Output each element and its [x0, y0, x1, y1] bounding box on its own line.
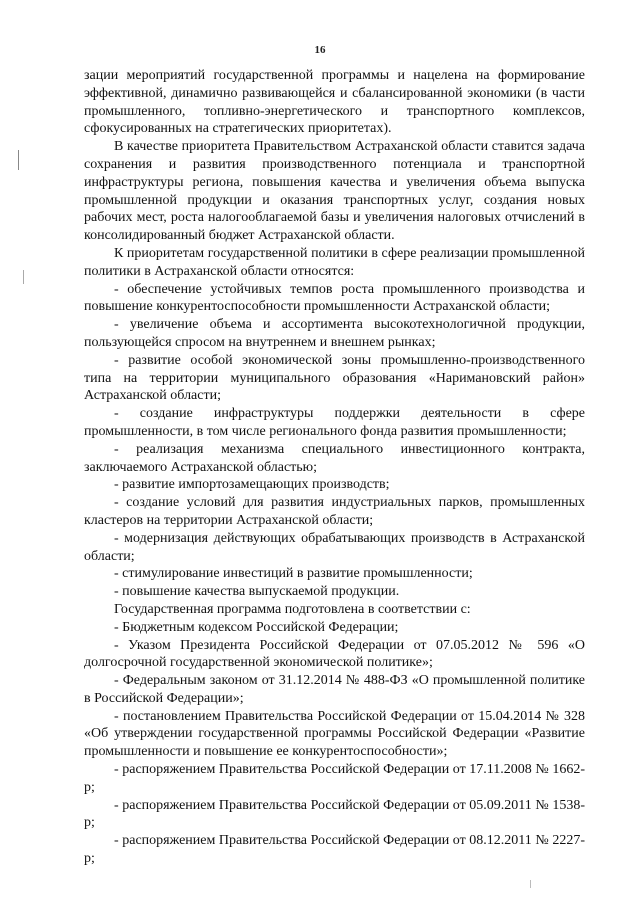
list-item: - Указом Президента Российской Федерации от 07.05.2012 № 596 «О долгосрочной государственной экономической политике»; — [84, 637, 585, 671]
scan-artifact — [530, 880, 531, 888]
list-item: - создание условий для развития индустриальных парков, промышленных кластеров на территории Астраханской области; — [84, 495, 585, 528]
paragraph-priorities-intro: К приоритетам государственной политики в сфере реализации промышленной политики в Астраханской области относятся: — [84, 245, 585, 279]
paragraph-continuation: зации мероприятий государственной программы и нацелена на формирование эффективной, динамично развивающейся и сбалансированной экономики (в части промышленного, топливно-энергетического и транспортного комплексов, сфокусированных на стратегических приоритетах). — [84, 68, 585, 137]
list-item: - создание инфраструктуры поддержки деятельности в сфере промышленности, в том числе регионального фонда развития промышленности; — [84, 406, 585, 439]
paragraph-basis-intro: Государственная программа подготовлена в соответствии с: — [114, 601, 471, 617]
scan-artifact — [23, 270, 24, 284]
paragraph-priority-statement: В качестве приоритета Правительством Астраханской области ставится задача сохранения и развития производственного потенциала и транспортной инфраструктуры региона, повышения качества и увеличения объема выпуска промышленной продукции и оказания транспортных услуг, создания новых рабочих мест, роста налогооблагаемой базы и увеличения налоговых отчислений в консолидированный бюджет Астраханской области. — [84, 139, 585, 244]
list-item: - реализация механизма специального инвестиционного контракта, заключаемого Астраханской областью; — [84, 441, 585, 475]
document-body — [84, 67, 585, 868]
list-item: - развитие импортозамещающих производств; — [114, 477, 390, 493]
page-number: 16 — [314, 44, 326, 56]
list-item: - постановлением Правительства Российской Федерации от 15.04.2014 № 328 «Об утверждении государственной программы Российской Федерации «Развитие промышленности и повышение ее конкурентоспособности»; — [84, 708, 585, 760]
list-item: - развитие особой экономической зоны промышленно-производственного типа на территории муниципального образования «Наримановский район» Астраханской области; — [84, 352, 585, 404]
list-item: - распоряжением Правительства Российской Федерации от 17.11.2008 № 1662-р; — [84, 762, 585, 795]
list-item: - обеспечение устойчивых темпов роста промышленного производства и повышение конкурентоспособности промышленности Астраханской области; — [84, 281, 585, 315]
list-item: - Федеральным законом от 31.12.2014 № 488-ФЗ «О промышленной политике в Российской Федерации»; — [84, 673, 585, 706]
list-item: - увеличение объема и ассортимента высокотехнологичной продукции, пользующейся спросом на внутреннем и внешнем рынках; — [84, 317, 585, 350]
list-item: - модернизация действующих обрабатывающих производств в Астраханской области; — [84, 530, 585, 564]
list-item: - стимулирование инвестиций в развитие промышленности; — [114, 566, 473, 582]
list-item: - распоряжением Правительства Российской Федерации от 08.12.2011 № 2227-р; — [84, 833, 585, 867]
list-item: - распоряжением Правительства Российской Федерации от 05.09.2011 № 1538-р; — [84, 797, 585, 831]
scan-artifact — [18, 150, 19, 170]
list-item: - повышение качества выпускаемой продукции. — [114, 584, 400, 600]
list-item: - Бюджетным кодексом Российской Федерации; — [114, 619, 399, 635]
